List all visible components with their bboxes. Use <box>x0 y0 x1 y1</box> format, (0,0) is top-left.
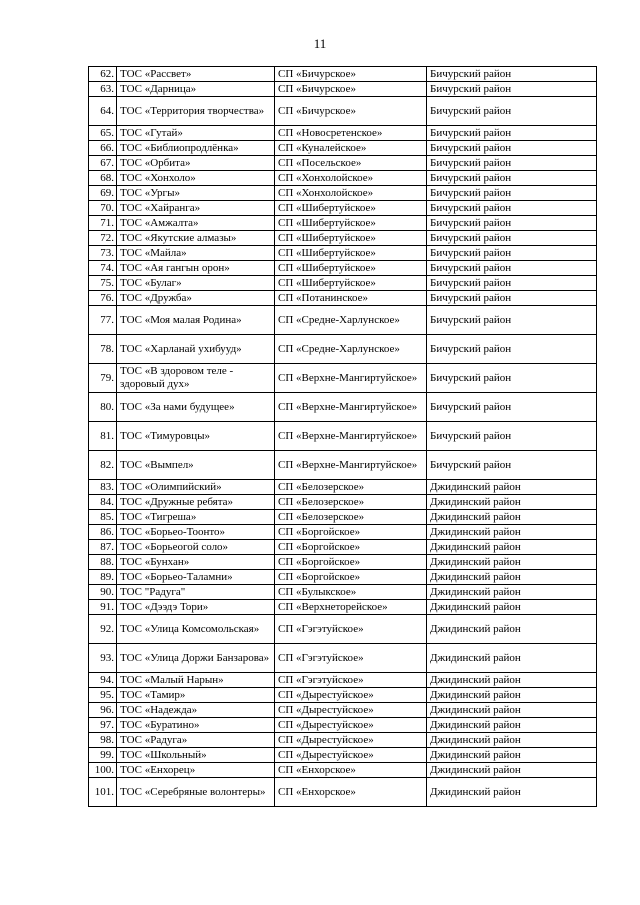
tos-name: ТОС «Тамир» <box>117 688 275 703</box>
district-name: Бичурский район <box>427 422 597 451</box>
table-row <box>89 393 597 422</box>
table-row <box>89 276 597 291</box>
settlement-name: СП «Потанинское» <box>275 291 427 306</box>
settlement-name: СП «Бичурское» <box>275 97 427 126</box>
district-name: Джидинский район <box>427 718 597 733</box>
row-number: 88. <box>89 555 117 570</box>
table-row <box>89 763 597 778</box>
table-row <box>89 748 597 763</box>
row-number: 71. <box>89 216 117 231</box>
row-number: 99. <box>89 748 117 763</box>
district-name: Бичурский район <box>427 335 597 364</box>
tos-name: ТОС «Якутские алмазы» <box>117 231 275 246</box>
district-name: Бичурский район <box>427 201 597 216</box>
tos-name: ТОС «Борьеогой соло» <box>117 540 275 555</box>
row-number: 75. <box>89 276 117 291</box>
settlement-name: СП «Белозерское» <box>275 480 427 495</box>
district-name: Бичурский район <box>427 126 597 141</box>
district-name: Джидинский район <box>427 570 597 585</box>
district-name: Бичурский район <box>427 364 597 393</box>
table-row <box>89 186 597 201</box>
table-row <box>89 291 597 306</box>
table-row <box>89 82 597 97</box>
row-number: 98. <box>89 733 117 748</box>
district-name: Джидинский район <box>427 495 597 510</box>
tos-name: ТОС «Хайранга» <box>117 201 275 216</box>
tos-name: ТОС «Енхорец» <box>117 763 275 778</box>
row-number: 68. <box>89 171 117 186</box>
tos-name: ТОС «Буратино» <box>117 718 275 733</box>
table-row <box>89 126 597 141</box>
table-row <box>89 495 597 510</box>
table-row <box>89 718 597 733</box>
district-name: Бичурский район <box>427 393 597 422</box>
settlement-name: СП «Средне-Харлунское» <box>275 306 427 335</box>
tos-name: ТОС «Территория творчества» <box>117 97 275 126</box>
table-row <box>89 335 597 364</box>
settlement-name: СП «Верхне-Мангиртуйское» <box>275 393 427 422</box>
row-number: 65. <box>89 126 117 141</box>
table-row <box>89 570 597 585</box>
row-number: 64. <box>89 97 117 126</box>
settlement-name: СП «Белозерское» <box>275 495 427 510</box>
settlement-name: СП «Средне-Харлунское» <box>275 335 427 364</box>
row-number: 66. <box>89 141 117 156</box>
settlement-name: СП «Верхне-Мангиртуйское» <box>275 422 427 451</box>
district-name: Джидинский район <box>427 525 597 540</box>
district-name: Джидинский район <box>427 540 597 555</box>
settlement-name: СП «Дырестуйское» <box>275 748 427 763</box>
district-name: Бичурский район <box>427 171 597 186</box>
row-number: 96. <box>89 703 117 718</box>
row-number: 69. <box>89 186 117 201</box>
table-row <box>89 688 597 703</box>
settlement-name: СП «Шибертуйское» <box>275 276 427 291</box>
row-number: 84. <box>89 495 117 510</box>
settlement-name: СП «Дырестуйское» <box>275 733 427 748</box>
settlement-name: СП «Енхорское» <box>275 778 427 807</box>
district-name: Джидинский район <box>427 733 597 748</box>
row-number: 81. <box>89 422 117 451</box>
tos-name: ТОС «Майла» <box>117 246 275 261</box>
district-name: Джидинский район <box>427 480 597 495</box>
table-row <box>89 67 597 82</box>
district-name: Бичурский район <box>427 451 597 480</box>
tos-name: ТОС «Тимуровцы» <box>117 422 275 451</box>
row-number: 86. <box>89 525 117 540</box>
tos-name: ТОС «Хонхоло» <box>117 171 275 186</box>
tos-name: ТОС «Булаг» <box>117 276 275 291</box>
settlement-name: СП «Куналейское» <box>275 141 427 156</box>
table-row <box>89 778 597 807</box>
settlement-name: СП «Енхорское» <box>275 763 427 778</box>
settlement-name: СП «Дырестуйское» <box>275 703 427 718</box>
settlement-name: СП «Гэгэтуйское» <box>275 615 427 644</box>
tos-name: ТОС «Вымпел» <box>117 451 275 480</box>
row-number: 97. <box>89 718 117 733</box>
row-number: 92. <box>89 615 117 644</box>
district-name: Бичурский район <box>427 291 597 306</box>
table-row <box>89 246 597 261</box>
table-row <box>89 540 597 555</box>
district-name: Джидинский район <box>427 673 597 688</box>
district-name: Джидинский район <box>427 763 597 778</box>
row-number: 89. <box>89 570 117 585</box>
tos-name: ТОС «Радуга» <box>117 733 275 748</box>
row-number: 83. <box>89 480 117 495</box>
tos-name: ТОС «За нами будущее» <box>117 393 275 422</box>
row-number: 63. <box>89 82 117 97</box>
district-name: Джидинский район <box>427 555 597 570</box>
table-row <box>89 141 597 156</box>
tos-name: ТОС «Улица Доржи Банзарова» <box>117 644 275 673</box>
table-row <box>89 364 597 393</box>
table-row <box>89 171 597 186</box>
settlement-name: СП «Шибертуйское» <box>275 216 427 231</box>
district-name: Джидинский район <box>427 585 597 600</box>
tos-name: ТОС «Ая гангын орон» <box>117 261 275 276</box>
tos-name: ТОС «В здоровом теле - здоровый дух» <box>117 364 275 393</box>
tos-name: ТОС «Дээдэ Тори» <box>117 600 275 615</box>
settlement-name: СП «Посельское» <box>275 156 427 171</box>
settlement-name: СП «Дырестуйское» <box>275 718 427 733</box>
row-number: 76. <box>89 291 117 306</box>
tos-name: ТОС «Тигреша» <box>117 510 275 525</box>
row-number: 79. <box>89 364 117 393</box>
tos-name: ТОС «Малый Нарын» <box>117 673 275 688</box>
table-row <box>89 644 597 673</box>
settlement-name: СП «Шибертуйское» <box>275 231 427 246</box>
tos-name: ТОС «Дружные ребята» <box>117 495 275 510</box>
settlement-name: СП «Боргойское» <box>275 540 427 555</box>
table-row <box>89 480 597 495</box>
district-name: Джидинский район <box>427 644 597 673</box>
table-row <box>89 555 597 570</box>
table-row <box>89 306 597 335</box>
settlement-name: СП «Бичурское» <box>275 67 427 82</box>
tos-name: ТОС «Борьео-Тоонто» <box>117 525 275 540</box>
settlement-name: СП «Верхне-Мангиртуйское» <box>275 364 427 393</box>
table-row <box>89 261 597 276</box>
table-row <box>89 673 597 688</box>
tos-registry-table <box>88 66 597 807</box>
district-name: Бичурский район <box>427 67 597 82</box>
row-number: 95. <box>89 688 117 703</box>
settlement-name: СП «Боргойское» <box>275 555 427 570</box>
district-name: Бичурский район <box>427 82 597 97</box>
table-row <box>89 585 597 600</box>
district-name: Джидинский район <box>427 615 597 644</box>
tos-name: ТОС «Дружба» <box>117 291 275 306</box>
tos-name: ТОС «Рассвет» <box>117 67 275 82</box>
tos-name: ТОС «Амжалта» <box>117 216 275 231</box>
district-name: Джидинский район <box>427 600 597 615</box>
tos-name: ТОС «Дарница» <box>117 82 275 97</box>
row-number: 87. <box>89 540 117 555</box>
row-number: 72. <box>89 231 117 246</box>
settlement-name: СП «Шибертуйское» <box>275 246 427 261</box>
tos-name: ТОС «Надежда» <box>117 703 275 718</box>
tos-name: ТОС «Гутай» <box>117 126 275 141</box>
district-name: Джидинский район <box>427 703 597 718</box>
row-number: 100. <box>89 763 117 778</box>
district-name: Бичурский район <box>427 141 597 156</box>
settlement-name: СП «Дырестуйское» <box>275 688 427 703</box>
table-row <box>89 615 597 644</box>
row-number: 78. <box>89 335 117 364</box>
tos-name: ТОС «Серебряные волонтеры» <box>117 778 275 807</box>
tos-name: ТОС «Моя малая Родина» <box>117 306 275 335</box>
row-number: 77. <box>89 306 117 335</box>
row-number: 93. <box>89 644 117 673</box>
district-name: Джидинский район <box>427 510 597 525</box>
district-name: Бичурский район <box>427 276 597 291</box>
row-number: 62. <box>89 67 117 82</box>
table-row <box>89 201 597 216</box>
table-row <box>89 510 597 525</box>
settlement-name: СП «Верхне-Мангиртуйское» <box>275 451 427 480</box>
district-name: Бичурский район <box>427 97 597 126</box>
settlement-name: СП «Булыкское» <box>275 585 427 600</box>
row-number: 85. <box>89 510 117 525</box>
settlement-name: СП «Боргойское» <box>275 525 427 540</box>
tos-name: ТОС «Борьео-Таламни» <box>117 570 275 585</box>
settlement-name: СП «Хонхолойское» <box>275 171 427 186</box>
table-row <box>89 156 597 171</box>
table-row <box>89 703 597 718</box>
district-name: Бичурский район <box>427 231 597 246</box>
settlement-name: СП «Верхнеторейское» <box>275 600 427 615</box>
settlement-name: СП «Гэгэтуйское» <box>275 673 427 688</box>
settlement-name: СП «Белозерское» <box>275 510 427 525</box>
row-number: 70. <box>89 201 117 216</box>
tos-name: ТОС «Олимпийский» <box>117 480 275 495</box>
tos-name: ТОС «Школьный» <box>117 748 275 763</box>
tos-name: ТОС «Харланай ухибууд» <box>117 335 275 364</box>
district-name: Джидинский район <box>427 688 597 703</box>
row-number: 91. <box>89 600 117 615</box>
row-number: 82. <box>89 451 117 480</box>
table-row <box>89 600 597 615</box>
settlement-name: СП «Шибертуйское» <box>275 261 427 276</box>
settlement-name: СП «Хонхолойское» <box>275 186 427 201</box>
table-row <box>89 97 597 126</box>
table-row <box>89 733 597 748</box>
tos-name: ТОС «Бунхан» <box>117 555 275 570</box>
district-name: Бичурский район <box>427 306 597 335</box>
district-name: Бичурский район <box>427 156 597 171</box>
settlement-name: СП «Новосретенское» <box>275 126 427 141</box>
tos-name: ТОС «Улица Комсомольская» <box>117 615 275 644</box>
district-name: Бичурский район <box>427 261 597 276</box>
page-number: 11 <box>313 36 327 51</box>
row-number: 67. <box>89 156 117 171</box>
table-row <box>89 231 597 246</box>
district-name: Бичурский район <box>427 246 597 261</box>
tos-name: ТОС "Радуга" <box>117 585 275 600</box>
district-name: Бичурский район <box>427 216 597 231</box>
settlement-name: СП «Гэгэтуйское» <box>275 644 427 673</box>
row-number: 90. <box>89 585 117 600</box>
row-number: 74. <box>89 261 117 276</box>
settlement-name: СП «Бичурское» <box>275 82 427 97</box>
settlement-name: СП «Шибертуйское» <box>275 201 427 216</box>
table-row <box>89 525 597 540</box>
tos-name: ТОС «Ургы» <box>117 186 275 201</box>
district-name: Джидинский район <box>427 778 597 807</box>
table-row <box>89 451 597 480</box>
row-number: 101. <box>89 778 117 807</box>
row-number: 94. <box>89 673 117 688</box>
settlement-name: СП «Боргойское» <box>275 570 427 585</box>
row-number: 73. <box>89 246 117 261</box>
district-name: Джидинский район <box>427 748 597 763</box>
district-name: Бичурский район <box>427 186 597 201</box>
tos-name: ТОС «Орбита» <box>117 156 275 171</box>
table-row <box>89 422 597 451</box>
tos-name: ТОС «Библиопродлёнка» <box>117 141 275 156</box>
table-row <box>89 216 597 231</box>
row-number: 80. <box>89 393 117 422</box>
